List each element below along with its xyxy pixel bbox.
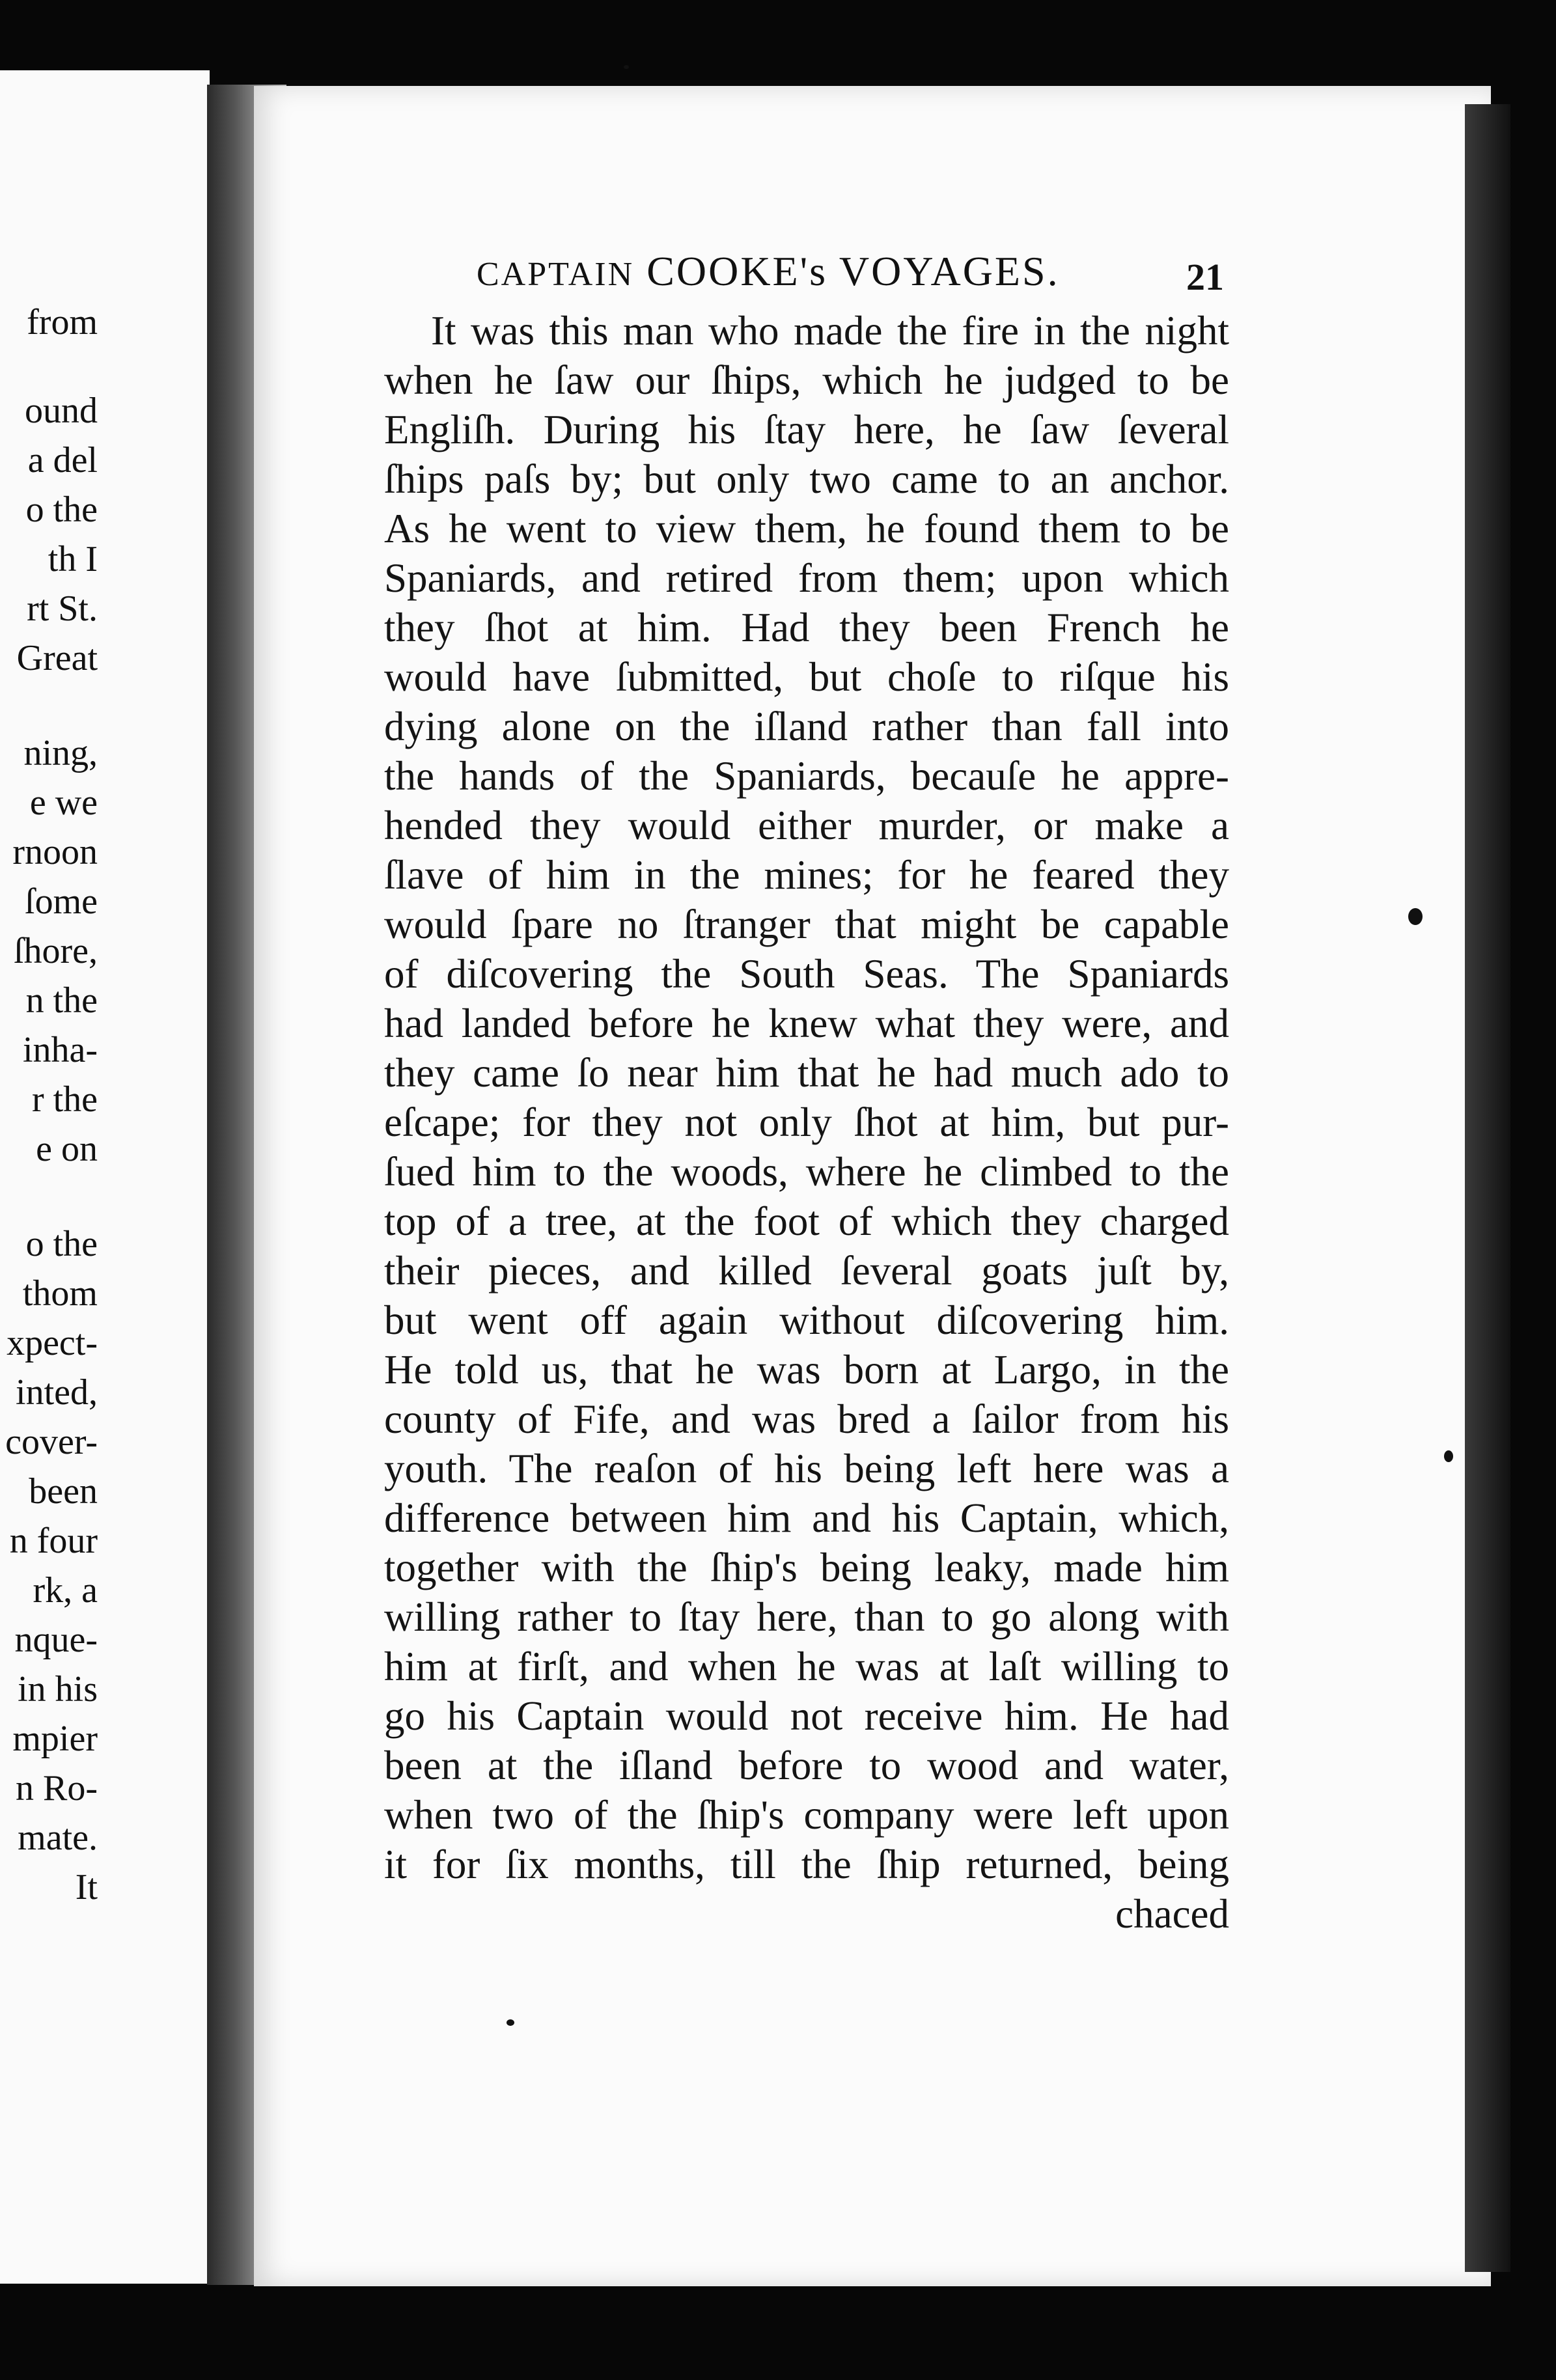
left-page-line: rk, a	[33, 1570, 98, 1611]
running-head	[477, 247, 1060, 296]
scan-speck	[1408, 908, 1423, 925]
text-line: when two of the ſhip's company were left upon	[384, 1792, 1229, 1838]
left-page-line: ſhore,	[13, 931, 98, 971]
text-line: of diſcovering the South Seas. The Spaniards	[384, 951, 1229, 997]
text-line: eſcape; for they not only ſhot at him, but pur-	[384, 1100, 1229, 1145]
text-line: they ſhot at him. Had they been French he	[384, 605, 1229, 650]
text-line: when he ſaw our ſhips, which he judged to be	[384, 357, 1229, 403]
running-head-small-caps: CAPTAIN	[477, 256, 635, 293]
left-page-line: rnoon	[12, 832, 98, 872]
catchword: chaced	[1115, 1891, 1229, 1937]
left-page-line: inted,	[16, 1372, 98, 1413]
text-line: hended they would either murder, or make a	[384, 803, 1229, 848]
text-line: go his Captain would not receive him. He had	[384, 1693, 1229, 1739]
text-line: it for ſix months, till the ſhip returned, being	[384, 1842, 1229, 1887]
scan-speck	[1444, 1450, 1453, 1462]
text-line: their pieces, and killed ſeveral goats juſt by,	[384, 1248, 1229, 1294]
left-page-line: o the	[25, 1224, 98, 1264]
text-line: been at the iſland before to wood and water,	[384, 1743, 1229, 1788]
left-page-line: thom	[22, 1273, 98, 1314]
text-line: county of Fife, and was bred a ſailor from his	[384, 1396, 1229, 1442]
left-page-line: nque-	[14, 1620, 98, 1660]
text-line: He told us, that he was born at Largo, in the	[384, 1347, 1229, 1392]
left-page-line: xpect-	[7, 1323, 98, 1363]
left-page-line: o the	[25, 490, 98, 530]
text-line: together with the ſhip's being leaky, made him	[384, 1545, 1229, 1590]
scan-speck	[624, 65, 629, 69]
left-page-line: been	[29, 1471, 98, 1512]
left-page-text	[0, 70, 98, 2284]
text-line: willing rather to ſtay here, than to go along with	[384, 1594, 1229, 1640]
left-page-line: e we	[29, 782, 98, 823]
text-line: would ſpare no ſtranger that might be capable	[384, 902, 1229, 947]
page-header	[477, 247, 1245, 306]
left-page-line: n Ro-	[16, 1768, 98, 1808]
text-line: ſlave of him in the mines; for he feared they	[384, 852, 1229, 898]
left-page-line: ſome	[25, 881, 98, 922]
left-page-line: inha-	[22, 1030, 98, 1070]
left-page	[0, 70, 210, 2284]
text-line: the hands of the Spaniards, becauſe he appre-	[384, 753, 1229, 799]
page-number: 21	[1186, 256, 1224, 298]
text-line: had landed before he knew what they were, and	[384, 1001, 1229, 1046]
text-line: As he went to view them, he found them to be	[384, 506, 1229, 551]
text-line: It was this man who made the fire in the night	[431, 308, 1229, 353]
left-page-line: in his	[18, 1669, 98, 1709]
text-line: Engliſh. During his ſtay here, he ſaw ſeveral	[384, 407, 1229, 452]
text-line: youth. The reaſon of his being left here was a	[384, 1446, 1229, 1491]
text-line: ſued him to the woods, where he climbed to the	[384, 1149, 1229, 1195]
body-text	[384, 306, 1229, 1939]
text-line: Spaniards, and retired from them; upon which	[384, 555, 1229, 601]
left-page-line: from	[27, 302, 98, 342]
page-edge-shadow	[1465, 104, 1510, 2272]
left-page-line: rt St.	[27, 588, 98, 629]
left-page-line: Great	[16, 638, 98, 678]
scan-speck	[507, 2019, 514, 2026]
running-head-title: COOKE's VOYAGES.	[646, 248, 1060, 294]
left-page-line: r the	[31, 1079, 98, 1120]
left-page-line: a del	[27, 440, 98, 480]
text-line: but went off again without diſcovering him.	[384, 1297, 1229, 1343]
left-page-line: mate.	[18, 1818, 98, 1858]
left-page-line: ound	[25, 391, 98, 431]
text-line: him at firſt, and when he was at laſt willing to	[384, 1644, 1229, 1689]
left-page-line: ning,	[23, 733, 98, 773]
left-page-line: mpier	[12, 1719, 98, 1759]
text-line: top of a tree, at the foot of which they charged	[384, 1198, 1229, 1244]
text-line: ſhips paſs by; but only two came to an anchor.	[384, 456, 1229, 502]
left-page-text-clip	[0, 70, 98, 2284]
left-page-line: th I	[48, 539, 98, 579]
left-page-line: n the	[25, 980, 98, 1021]
left-page-line: It	[75, 1867, 98, 1907]
text-line: they came ſo near him that he had much ado to	[384, 1050, 1229, 1096]
left-page-line: cover-	[5, 1422, 98, 1462]
left-page-line: n four	[9, 1521, 98, 1561]
text-line: would have ſubmitted, but choſe to riſque his	[384, 654, 1229, 700]
left-page-line: e on	[36, 1129, 98, 1169]
text-line: dying alone on the iſland rather than fall into	[384, 704, 1229, 749]
text-line: difference between him and his Captain, which,	[384, 1495, 1229, 1541]
